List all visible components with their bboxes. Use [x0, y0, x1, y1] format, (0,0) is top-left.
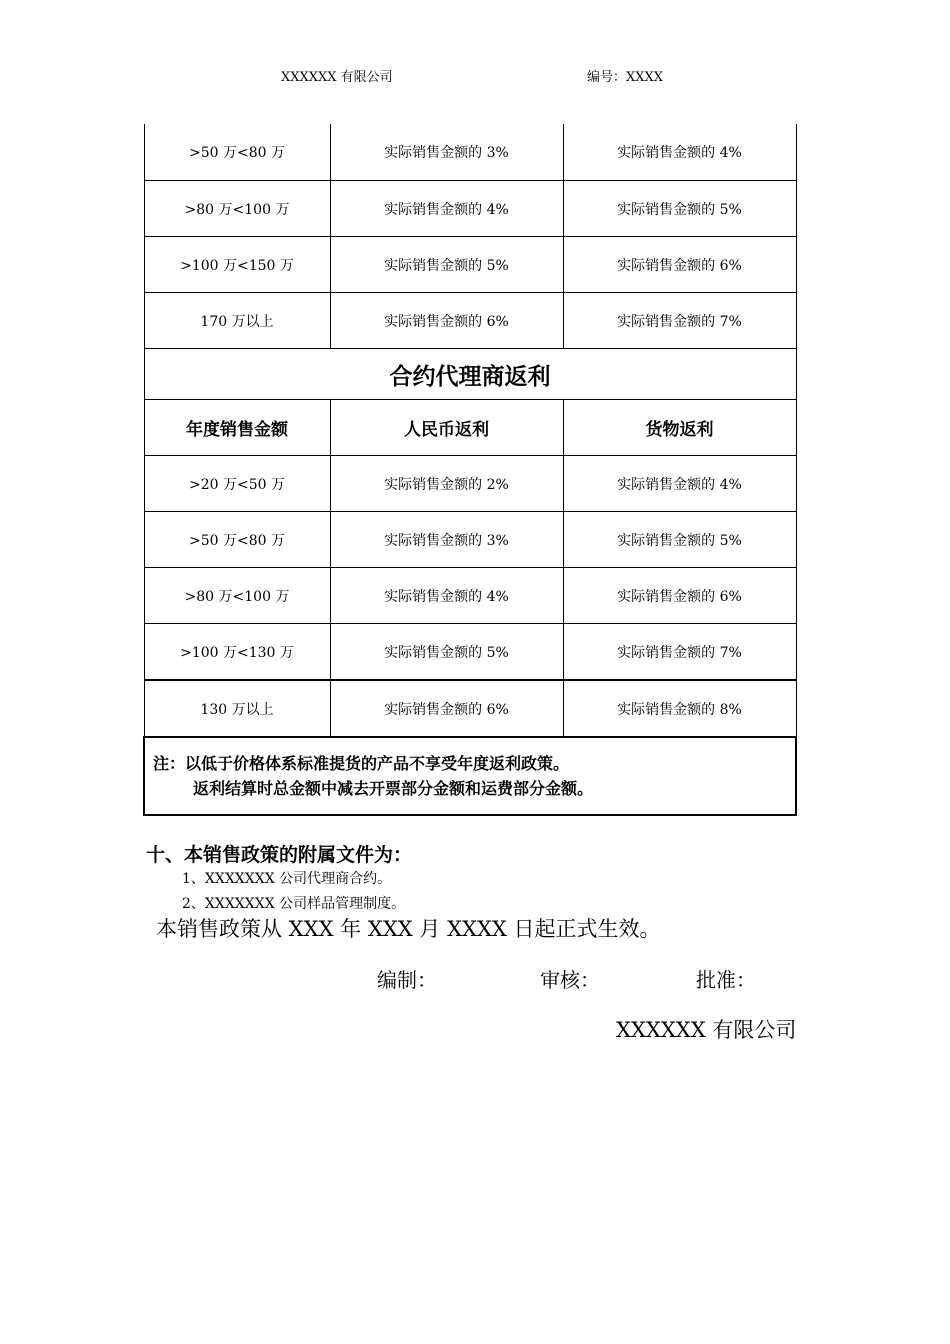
- sales-range-cell: >80 万<100 万: [144, 568, 330, 624]
- goods-rebate-cell: 实际销售金额的 6%: [563, 568, 796, 624]
- header-company: XXXXXX 有限公司: [281, 70, 393, 85]
- signature-approved-by: 批准：: [696, 968, 756, 992]
- goods-rebate-cell: 实际销售金额的 5%: [563, 181, 796, 237]
- note-line-2: 返利结算时总金额中减去开票部分金额和运费部分金额。: [193, 779, 594, 798]
- column-header-row: [144, 400, 796, 456]
- sales-range-cell: 170 万以上: [144, 293, 330, 349]
- table-row: [144, 456, 796, 512]
- rebate-table: [143, 124, 797, 816]
- sales-range-cell: >50 万<80 万: [144, 512, 330, 568]
- table-row: [144, 181, 796, 237]
- column-header-rmb-rebate: 人民币返利: [330, 400, 563, 456]
- sales-range-cell: >20 万<50 万: [144, 456, 330, 512]
- signature-reviewed-by: 审核：: [540, 968, 600, 992]
- goods-rebate-cell: 实际销售金额的 5%: [563, 512, 796, 568]
- table-row: [144, 624, 796, 681]
- sales-range-cell: >80 万<100 万: [144, 181, 330, 237]
- sales-range-cell: >100 万<130 万: [144, 624, 330, 681]
- footer-company: XXXXXX 有限公司: [616, 1018, 797, 1042]
- section-title-row: [144, 349, 796, 400]
- table-row: [144, 293, 796, 349]
- attachment-item: 2、XXXXXXX 公司样品管理制度。: [182, 896, 406, 912]
- table-row: [144, 124, 796, 181]
- table-row: [144, 512, 796, 568]
- goods-rebate-cell: 实际销售金额的 8%: [563, 680, 796, 737]
- rmb-rebate-cell: 实际销售金额的 3%: [330, 512, 563, 568]
- table-row: [144, 237, 796, 293]
- table-row: [144, 568, 796, 624]
- goods-rebate-cell: 实际销售金额的 7%: [563, 624, 796, 681]
- rmb-rebate-cell: 实际销售金额的 6%: [330, 293, 563, 349]
- column-header-goods-rebate: 货物返利: [563, 400, 796, 456]
- goods-rebate-cell: 实际销售金额的 7%: [563, 293, 796, 349]
- goods-rebate-cell: 实际销售金额的 6%: [563, 237, 796, 293]
- note-row: [144, 737, 796, 815]
- note-cell: [144, 737, 796, 815]
- table-row: [144, 680, 796, 737]
- rmb-rebate-cell: 实际销售金额的 4%: [330, 181, 563, 237]
- sales-range-cell: 130 万以上: [144, 680, 330, 737]
- section-title: 合约代理商返利: [144, 349, 796, 400]
- sales-range-cell: >50 万<80 万: [144, 124, 330, 181]
- attachment-item: 1、XXXXXXX 公司代理商合约。: [182, 871, 392, 887]
- sales-range-cell: >100 万<150 万: [144, 237, 330, 293]
- note-line-1: 注：以低于价格体系标准提货的产品不享受年度返利政策。: [153, 754, 570, 773]
- rmb-rebate-cell: 实际销售金额的 4%: [330, 568, 563, 624]
- goods-rebate-cell: 实际销售金额的 4%: [563, 124, 796, 181]
- signature-prepared-by: 编制：: [377, 968, 437, 992]
- effective-date-statement: 本销售政策从 XXX 年 XXX 月 XXXX 日起正式生效。: [156, 917, 661, 941]
- header-document-number: 编号：XXXX: [587, 70, 664, 85]
- rmb-rebate-cell: 实际销售金额的 6%: [330, 680, 563, 737]
- rmb-rebate-cell: 实际销售金额的 2%: [330, 456, 563, 512]
- column-header-sales-amount: 年度销售金额: [144, 400, 330, 456]
- section-10-title: 十、本销售政策的附属文件为：: [146, 844, 413, 866]
- goods-rebate-cell: 实际销售金额的 4%: [563, 456, 796, 512]
- rmb-rebate-cell: 实际销售金额的 5%: [330, 624, 563, 681]
- rmb-rebate-cell: 实际销售金额的 5%: [330, 237, 563, 293]
- rmb-rebate-cell: 实际销售金额的 3%: [330, 124, 563, 181]
